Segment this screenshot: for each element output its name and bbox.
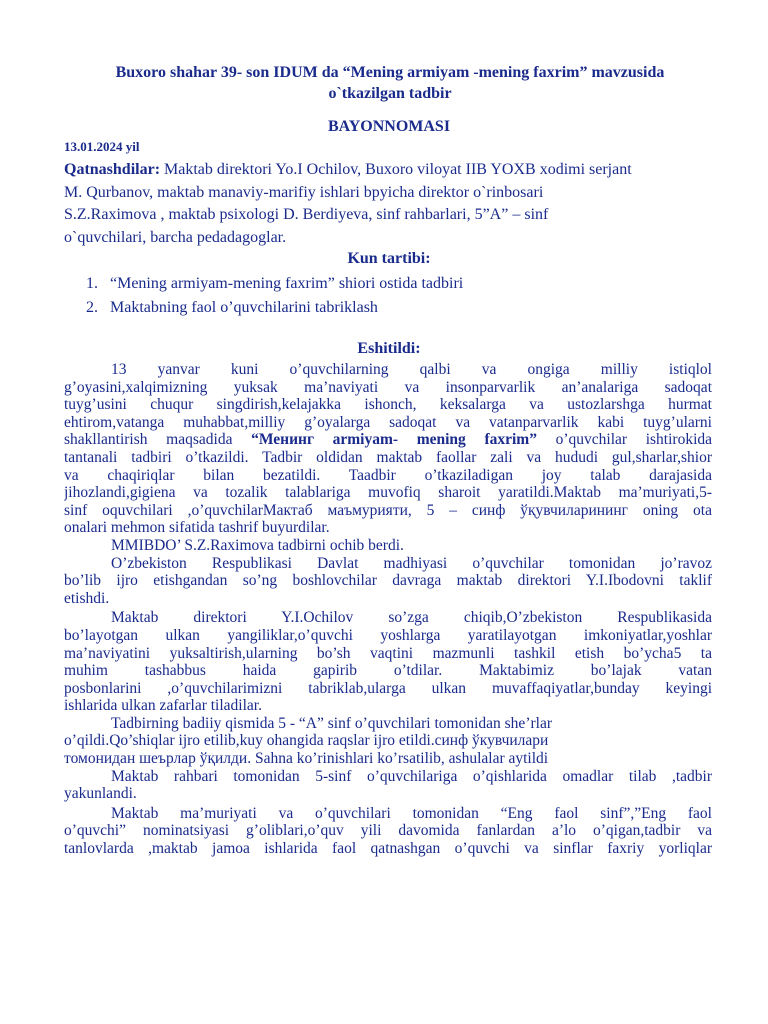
paragraph-line: ma’naviyatini yuksaltirish,ularning bo’sh vaqtini mazmunli tashkil etish bo’ycha5 ta <box>64 644 712 662</box>
paragraph-line: tantanali tadbiri o’tkazildi. Tadbir oldidan maktab faollar zali va hududi gul,sharlar,shior <box>64 448 712 466</box>
paragraph-line: o’qildi.Qo’shiqlar ijro etilib,kuy ohangida raqslar ijro etildi.синф ўкувчилари <box>64 732 549 750</box>
paragraph-line: bo’lib ijro etishgandan so’ng boshlovchilar davraga maktab direktori Y.I.Ibodovni taklif <box>64 572 712 590</box>
paragraph-line: tanlovlarda ,maktab jamoa ishlarida faol qatnashgan o’quvchi va sinflar faxriy yorliqlar <box>64 840 712 858</box>
attendees-label: Qatnashdilar: <box>64 161 161 178</box>
attendees-block <box>64 159 724 249</box>
paragraph-text: shakllantirish maqsadida <box>64 431 252 449</box>
paragraph-line: muhim tashabbus haida gapirib o’tdilar. Maktabimiz bo’lajak vatan <box>64 662 712 680</box>
paragraph-line <box>64 431 712 449</box>
paragraph-line: Maktab direktori Y.I.Ochilov so’zga chiqib,O’zbekiston Respublikasida <box>111 609 712 627</box>
document-title-line-2: o`tkazilgan tadbir <box>328 85 452 102</box>
paragraph-text: o’quvchilar ishtirokida <box>536 431 712 449</box>
paragraph-line: bo’layotgan ulkan yangiliklar,o’quvchi yoshlarga yaratilayotgan imkoniyatlar,yoshlar <box>64 626 712 644</box>
paragraph-line: tuyg’usini chuqur singdirish,kelajakka ishonch, keksalarga va ustozlarshga hurmat <box>64 396 712 414</box>
document-heading: BAYONNOMASI <box>327 118 451 135</box>
attendees-text-1: Maktab direktori Yo.I Ochilov, Buxoro viloyat IIB YOXB xodimi serjant <box>160 161 632 178</box>
document-title-line-1: Buxoro shahar 39- son IDUM da “Mening armiyam -mening faxrim” mavzusida <box>115 64 665 81</box>
paragraph-line: yakunlandi. <box>64 785 137 803</box>
agenda-item-text: Maktabning faol o’quvchilarini tabriklash <box>110 299 378 316</box>
paragraph-line: Maktab ma’muriyati va o’quvchilari tomonidan “Eng faol sinf”,”Eng faol <box>111 804 712 822</box>
paragraph-line: Tadbirning badiiy qismida 5 - “A” sinf o’quvchilari tomonidan she’rlar <box>111 714 552 732</box>
agenda-item <box>86 272 463 296</box>
minutes-body <box>64 361 712 858</box>
agenda-item <box>86 296 463 320</box>
paragraph-line: jihozlandi,gigiena va tozalik talablariga muvofiq sharoit yaratildi.Maktab ma’muriyati,5- <box>64 484 712 502</box>
paragraph-line: va chaqiriqlar bilan bezatildi. Taadbir o’tkaziladigan joy talab darajasida <box>64 466 712 484</box>
agenda-item-text: “Mening armiyam-mening faxrim” shiori ostida tadbiri <box>110 275 464 292</box>
agenda-item-number: 1. <box>86 275 98 292</box>
attendees-line-3: S.Z.Raximova , maktab psixologi D. Berdiyeva, sinf rahbarlari, 5”A” – sinf <box>64 206 549 223</box>
paragraph-line: posbonlarini ,o’quvchilarimizni tabriklab,ularga ulkan muvaffaqiyatlar,bunday keyingi <box>64 679 712 697</box>
paragraph-line: g’oyasini,xalqimizning yuksak ma’naviyati va insonparvarlik an’analariga sadoqat <box>64 378 712 396</box>
agenda-list <box>86 272 463 320</box>
attendees-line-4: o`quvchilari, barcha pedadagoglar. <box>64 228 287 246</box>
agenda-item-number: 2. <box>86 299 98 316</box>
paragraph-line: Maktab rahbari tomonidan 5-sinf o’quvchilariga o’qishlarida omadlar tilab ,tadbir <box>111 767 712 785</box>
document-date: 13.01.2024 yil <box>64 139 140 154</box>
agenda-heading: Kun tartibi: <box>347 250 431 267</box>
paragraph-line: 13 yanvar kuni o’quvchilarning qalbi va ongiga milliy istiqlol <box>111 361 712 378</box>
attendees-line-2: M. Qurbanov, maktab manaviy-marifiy ishlari bpyicha direktor o`rinbosari <box>64 183 544 201</box>
event-name-bold: “Менинг armiyam- mening faxrim” <box>251 431 537 449</box>
attendees-line-1 <box>64 159 724 182</box>
paragraph-line: o’quvchi” nominatsiyasi g’oliblari,o’quv yili davomida fanlardan a’lo o’qigan,tadbir va <box>64 822 712 840</box>
paragraph-line: etishdi. <box>64 589 110 607</box>
heard-heading: Eshitildi: <box>357 340 421 357</box>
paragraph-line: томонидан шеърлар ўқилди. Sahna ko’rinishlari ko’rsatilib, ashulalar aytildi <box>64 750 549 768</box>
paragraph-line: onalari mehmon sifatida tashrif buyurdilar. <box>64 519 330 537</box>
paragraph-line: ehtirom,vatanga muhabbat,milliy g’oyalarga sadoqat va vatanparvarlik kabi tuyg’ularni <box>64 413 712 431</box>
paragraph-line: O’zbekiston Respublikasi Davlat madhiyasi o’quvchilar tomonidan jo’ravoz <box>111 554 712 572</box>
paragraph-line: ishlarida ulkan zafarlar tiladilar. <box>64 697 262 715</box>
paragraph-line: MMIBDO’ S.Z.Raximova tadbirni ochib berdi. <box>111 536 404 554</box>
paragraph-line: sinf oquvchilari ,o’quvchilarМактаб маъмурияти, 5 – синф ўқувчиларининг oning ota <box>64 501 712 519</box>
